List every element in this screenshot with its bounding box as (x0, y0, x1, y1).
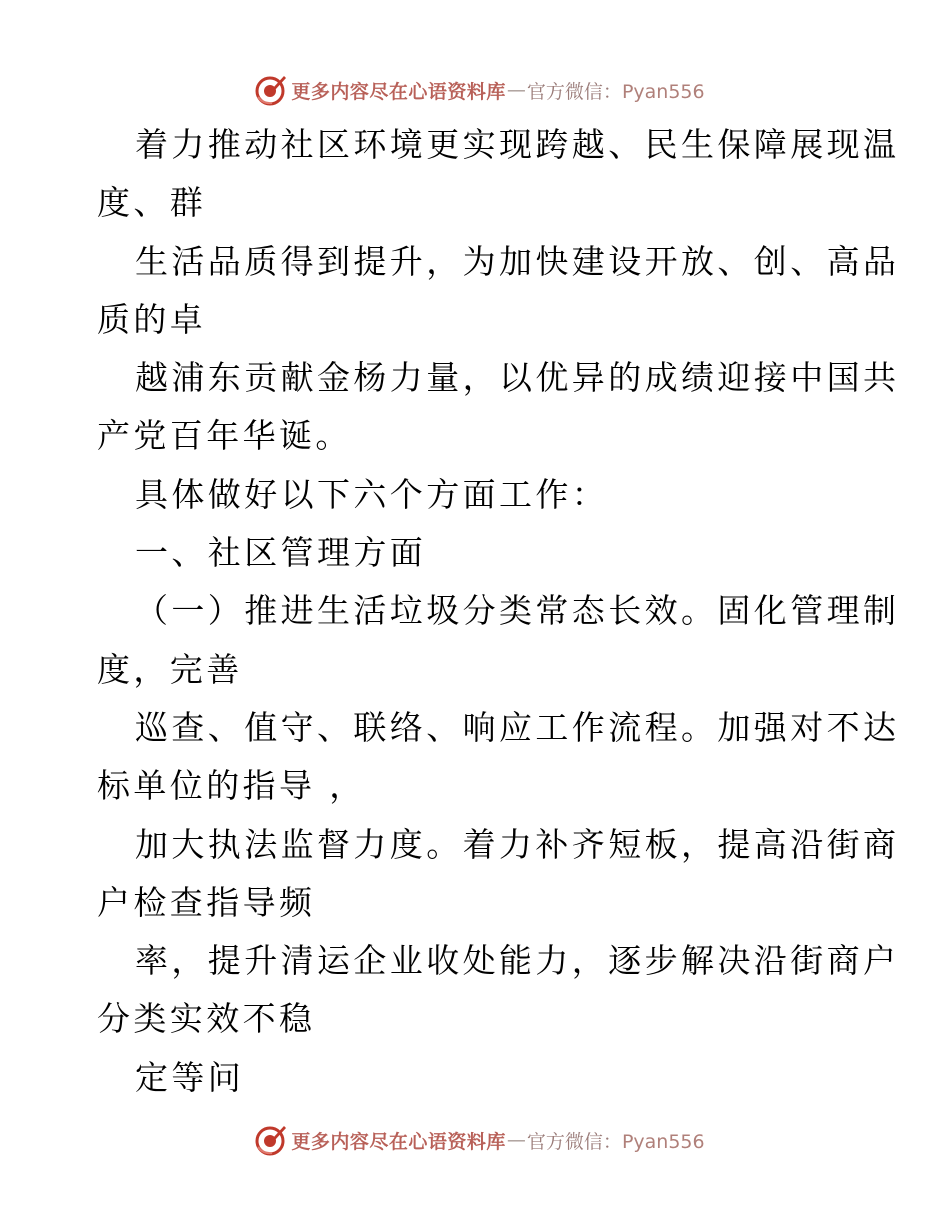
text-line: 率，提升清运企业收处能力，逐步解决沿街商户 (135, 941, 900, 981)
footer-watermark (0, 1122, 950, 1158)
watermark-wechat-id: Pyan556 (621, 80, 705, 103)
pen-logo-icon (253, 1123, 287, 1157)
watermark-content (253, 1123, 704, 1157)
text-line: （一）推进生活垃圾分类常态长效。固化管理制 (135, 591, 900, 631)
watermark-dash: — (506, 1129, 526, 1151)
pen-logo-icon (253, 73, 287, 107)
text-line: 定等问 (135, 1057, 245, 1097)
watermark-content (253, 73, 704, 107)
text-line: 质的卓 (97, 299, 207, 339)
text-line: 度，完善 (97, 649, 243, 689)
text-line: 生活品质得到提升，为加快建设开放、创、高品 (135, 241, 900, 281)
watermark-site-name: 更多内容尽在心语资料库 (291, 1130, 506, 1153)
watermark-dash: — (506, 79, 526, 101)
section-heading: 一、社区管理方面 (135, 533, 427, 573)
document-body (97, 116, 900, 1107)
header-watermark (0, 72, 950, 108)
text-line: 具体做好以下六个方面工作： (135, 474, 609, 514)
text-line: 分类实效不稳 (97, 999, 316, 1039)
text-line: 产党百年华诞。 (97, 416, 352, 456)
text-line: 着力推动社区环境更实现跨越、民生保障展现温 (135, 125, 900, 164)
watermark-wechat-label: 官方微信： (526, 80, 622, 103)
text-line: 加大执法监督力度。着力补齐短板，提高沿街商 (135, 824, 900, 864)
text-line: 户检查指导频 (97, 882, 316, 922)
watermark-wechat-id: Pyan556 (621, 1130, 705, 1153)
text-line: 巡查、值守、联络、响应工作流程。加强对不达 (135, 707, 900, 747)
text-line: 标单位的指导 ， (97, 766, 366, 806)
text-line: 度、群 (97, 183, 207, 223)
watermark-wechat-label: 官方微信： (526, 1130, 622, 1153)
text-line: 越浦东贡献金杨力量，以优异的成绩迎接中国共 (135, 358, 900, 398)
watermark-contact (527, 1127, 705, 1154)
watermark-contact (527, 77, 705, 104)
watermark-site-name: 更多内容尽在心语资料库 (291, 80, 506, 103)
